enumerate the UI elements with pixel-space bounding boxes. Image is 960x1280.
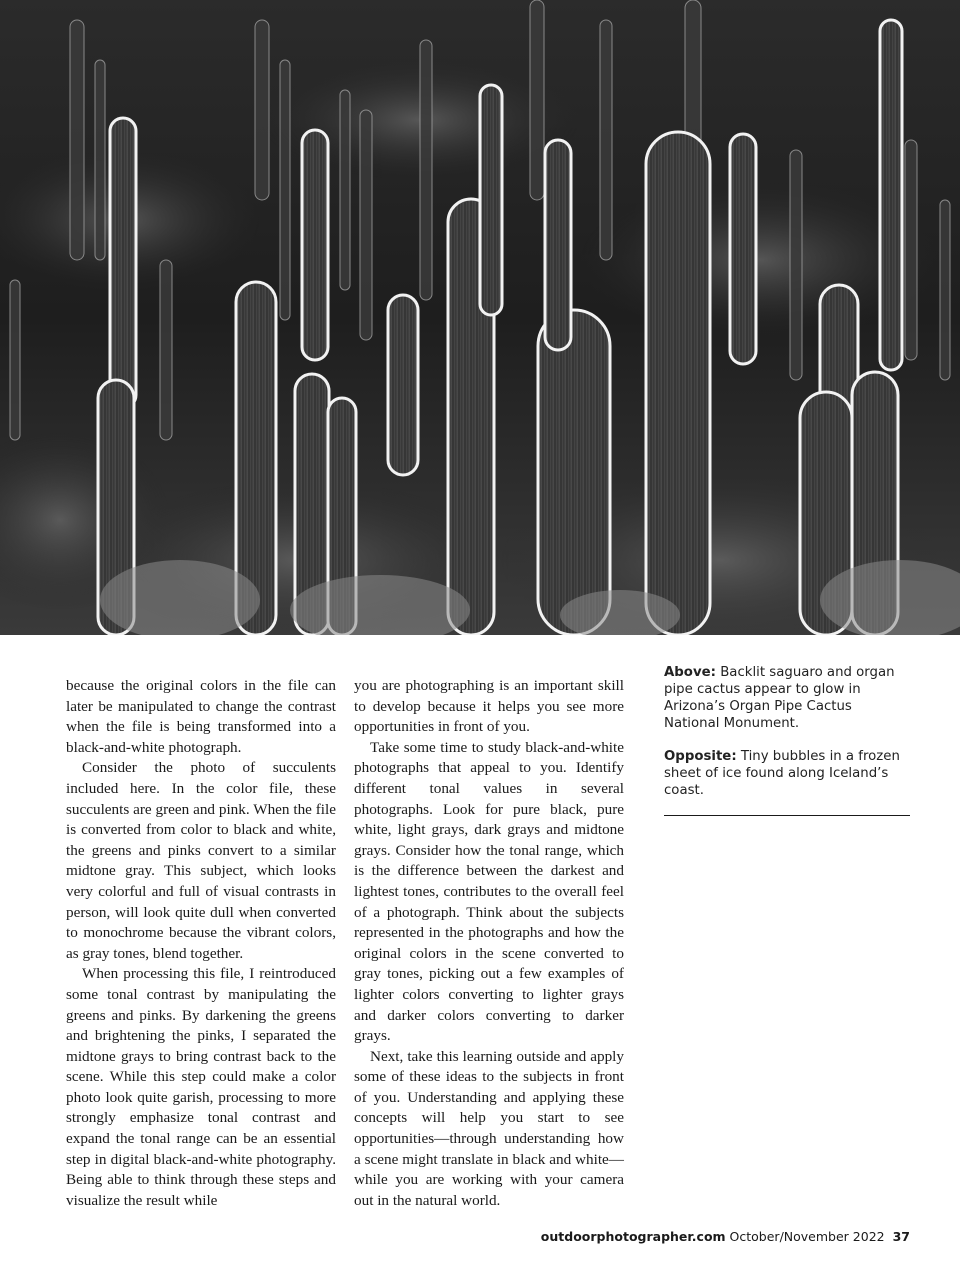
page-footer <box>541 1229 910 1244</box>
caption-above <box>664 664 910 732</box>
caption-label: Above: <box>664 665 716 680</box>
caption-opposite <box>664 748 910 799</box>
paragraph: Take some time to study black-and-white photographs that appeal to you. Identify different tonal values in several photographs. Look for pure black, pure white, light grays, dark grays and midtone grays. Consider how the tonal range, which is the difference between the darkest and lightest tones, contributes to the overall feel of a photograph. Think about the subjects represented in the photographs and how the original colors in the scene converted to gray tones, picking out a few examples of lighter colors converting to lighter grays and darker colors converting to darker grays. <box>354 738 624 1045</box>
website-url: outdoorphotographer.com <box>540 1229 726 1244</box>
paragraph: because the original colors in the file can later be manipulated to change the contrast when the file is being transformed into a black-and-white photograph. <box>66 677 336 756</box>
paragraph: you are photographing is an important skill to develop because it helps you see more opportunities in front of you. <box>354 677 624 736</box>
body-column-1 <box>66 676 336 1211</box>
page-number: 37 <box>892 1229 910 1244</box>
paragraph: When processing this file, I reintroduced some tonal contrast by manipulating the greens and pinks. By darkening the greens and brightening the pinks, I separated the midtone grays to bring contrast back to the scene. While this step could make a color photo look quite garish, processing to more strongly emphasize tonal contrast and expand the tonal range can be an essential step in digital black-and-white photography. Being able to think through these steps and visualize the result while <box>66 965 336 1209</box>
cactus-photo <box>0 0 960 635</box>
caption-text: Tiny bubbles in a frozen sheet of ice found along Iceland’s coast. <box>664 749 900 798</box>
paragraph: Consider the photo of succulents included here. In the color file, these succulents are green and pink. When the file is converted from color to black and white, the greens and pinks convert to a similar midtone gray. This subject, which looks very colorful and full of visual contrasts in person, will look quite dull when converted to monochrome because the vibrant colors, as gray tones, blend together. <box>66 759 336 962</box>
cactus-photo-illustration <box>0 0 960 635</box>
caption-divider <box>664 815 910 816</box>
issue-date: October/November 2022 <box>729 1229 885 1244</box>
photo-captions <box>664 664 910 815</box>
caption-label: Opposite: <box>664 749 737 764</box>
body-column-2 <box>354 676 624 1211</box>
paragraph: Next, take this learning outside and apply some of these ideas to the subjects in front of you. Understanding and applying these concepts will help you start to see opportunities—through understanding how a scene might translate in black and white—while you are working with your camera out in the natural world. <box>354 1047 624 1209</box>
caption-text: Backlit saguaro and organ pipe cactus appear to glow in Arizona’s Organ Pipe Cactus National Monument. <box>664 665 895 731</box>
